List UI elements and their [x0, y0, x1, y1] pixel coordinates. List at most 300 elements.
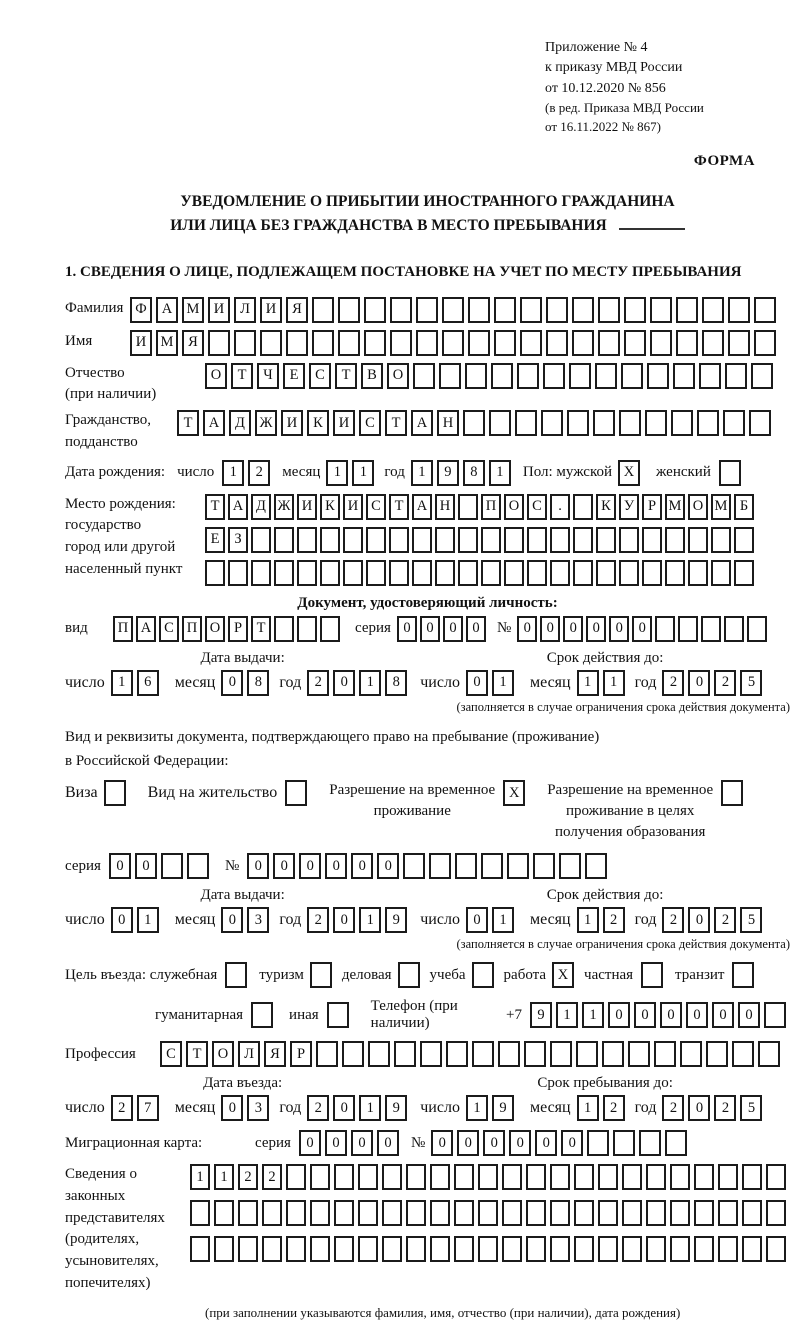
char-cell[interactable] [416, 297, 438, 323]
char-cell[interactable]: М [665, 494, 685, 520]
char-cell[interactable]: 2 [603, 907, 625, 933]
char-cell[interactable] [622, 1236, 642, 1262]
char-cell[interactable] [665, 560, 685, 586]
char-cell[interactable] [458, 560, 478, 586]
char-cell[interactable] [478, 1200, 498, 1226]
char-cell[interactable]: И [343, 494, 363, 520]
char-cell[interactable] [343, 560, 363, 586]
char-cell[interactable]: 9 [385, 1095, 407, 1121]
char-cell[interactable] [515, 410, 537, 436]
char-cell[interactable]: О [387, 363, 409, 389]
char-cell[interactable] [382, 1200, 402, 1226]
char-cell[interactable]: 1 [577, 907, 599, 933]
char-cell[interactable] [670, 1164, 690, 1190]
char-cell[interactable] [734, 527, 754, 553]
char-cell[interactable]: 6 [137, 670, 159, 696]
char-cell[interactable] [238, 1200, 258, 1226]
char-cell[interactable] [650, 330, 672, 356]
char-cell[interactable]: 0 [325, 853, 347, 879]
char-cell[interactable]: В [361, 363, 383, 389]
char-cell[interactable] [478, 1164, 498, 1190]
char-cell[interactable] [364, 330, 386, 356]
char-cell[interactable]: Т [205, 494, 225, 520]
char-cell[interactable] [546, 297, 568, 323]
char-cell[interactable] [478, 1236, 498, 1262]
char-cell[interactable] [670, 1200, 690, 1226]
char-cell[interactable] [312, 330, 334, 356]
char-cell[interactable] [742, 1200, 762, 1226]
char-cell[interactable]: С [366, 494, 386, 520]
char-cell[interactable] [190, 1200, 210, 1226]
char-cell[interactable] [766, 1236, 786, 1262]
char-cell[interactable] [262, 1236, 282, 1262]
char-cell[interactable]: И [260, 297, 282, 323]
char-cell[interactable]: Т [389, 494, 409, 520]
char-cell[interactable] [546, 330, 568, 356]
char-cell[interactable] [628, 1041, 650, 1067]
char-cell[interactable] [526, 1164, 546, 1190]
char-cell[interactable]: А [156, 297, 178, 323]
char-cell[interactable] [701, 616, 721, 642]
char-cell[interactable] [688, 527, 708, 553]
char-cell[interactable]: А [203, 410, 225, 436]
char-cell[interactable]: 0 [397, 616, 417, 642]
char-cell[interactable] [694, 1200, 714, 1226]
char-cell[interactable] [517, 363, 539, 389]
char-cell[interactable] [550, 1164, 570, 1190]
char-cell[interactable] [468, 330, 490, 356]
char-cell[interactable] [585, 853, 607, 879]
char-cell[interactable]: 0 [333, 1095, 355, 1121]
char-cell[interactable] [647, 363, 669, 389]
char-cell[interactable] [598, 1200, 618, 1226]
char-cell[interactable] [334, 1200, 354, 1226]
char-cell[interactable]: И [281, 410, 303, 436]
char-cell[interactable]: 2 [714, 670, 736, 696]
char-cell[interactable]: Т [385, 410, 407, 436]
char-cell[interactable]: 0 [299, 853, 321, 879]
char-cell[interactable]: 5 [740, 1095, 762, 1121]
char-cell[interactable] [665, 1130, 687, 1156]
char-cell[interactable] [725, 363, 747, 389]
char-cell[interactable]: 0 [135, 853, 157, 879]
char-cell[interactable] [251, 527, 271, 553]
char-cell[interactable]: З [228, 527, 248, 553]
char-cell[interactable]: А [412, 494, 432, 520]
char-cell[interactable] [312, 297, 334, 323]
char-cell[interactable] [758, 1041, 780, 1067]
char-cell[interactable] [320, 560, 340, 586]
char-cell[interactable] [455, 853, 477, 879]
char-cell[interactable] [574, 1200, 594, 1226]
char-cell[interactable]: П [113, 616, 133, 642]
char-cell[interactable] [613, 1130, 635, 1156]
char-cell[interactable] [446, 1041, 468, 1067]
char-cell[interactable]: 2 [662, 1095, 684, 1121]
char-cell[interactable] [598, 1164, 618, 1190]
char-cell[interactable] [208, 330, 230, 356]
char-cell[interactable]: 1 [326, 460, 348, 486]
char-cell[interactable]: 1 [577, 1095, 599, 1121]
char-cell[interactable]: 0 [325, 1130, 347, 1156]
char-cell[interactable] [527, 527, 547, 553]
char-cell[interactable] [104, 780, 126, 806]
char-cell[interactable] [533, 853, 555, 879]
char-cell[interactable] [442, 297, 464, 323]
char-cell[interactable] [573, 560, 593, 586]
char-cell[interactable]: Т [186, 1041, 208, 1067]
char-cell[interactable] [706, 1041, 728, 1067]
char-cell[interactable] [320, 527, 340, 553]
char-cell[interactable] [718, 1164, 738, 1190]
char-cell[interactable] [550, 1041, 572, 1067]
char-cell[interactable] [310, 1164, 330, 1190]
char-cell[interactable] [435, 560, 455, 586]
char-cell[interactable] [676, 297, 698, 323]
char-cell[interactable]: 2 [248, 460, 270, 486]
char-cell[interactable]: А [411, 410, 433, 436]
char-cell[interactable]: 0 [247, 853, 269, 879]
char-cell[interactable] [310, 1236, 330, 1262]
char-cell[interactable] [382, 1236, 402, 1262]
char-cell[interactable]: 1 [359, 670, 381, 696]
char-cell[interactable] [569, 363, 591, 389]
char-cell[interactable] [550, 527, 570, 553]
char-cell[interactable]: 2 [307, 907, 329, 933]
char-cell[interactable]: 0 [688, 670, 710, 696]
char-cell[interactable]: У [619, 494, 639, 520]
char-cell[interactable] [494, 330, 516, 356]
char-cell[interactable]: С [309, 363, 331, 389]
char-cell[interactable] [454, 1164, 474, 1190]
char-cell[interactable] [702, 297, 724, 323]
char-cell[interactable]: 0 [221, 670, 243, 696]
char-cell[interactable]: М [182, 297, 204, 323]
char-cell[interactable] [416, 330, 438, 356]
char-cell[interactable] [596, 560, 616, 586]
char-cell[interactable]: 0 [466, 907, 488, 933]
char-cell[interactable] [642, 527, 662, 553]
char-cell[interactable] [389, 527, 409, 553]
char-cell[interactable]: С [359, 410, 381, 436]
char-cell[interactable]: 9 [492, 1095, 514, 1121]
char-cell[interactable] [481, 560, 501, 586]
char-cell[interactable]: 0 [299, 1130, 321, 1156]
char-cell[interactable] [678, 616, 698, 642]
char-cell[interactable] [766, 1164, 786, 1190]
char-cell[interactable] [413, 363, 435, 389]
char-cell[interactable] [680, 1041, 702, 1067]
char-cell[interactable] [621, 363, 643, 389]
char-cell[interactable]: 1 [411, 460, 433, 486]
char-cell[interactable]: 1 [492, 670, 514, 696]
char-cell[interactable] [458, 527, 478, 553]
char-cell[interactable] [458, 494, 478, 520]
char-cell[interactable] [598, 297, 620, 323]
char-cell[interactable] [718, 1236, 738, 1262]
char-cell[interactable] [297, 616, 317, 642]
char-cell[interactable]: К [320, 494, 340, 520]
char-cell[interactable]: Д [251, 494, 271, 520]
char-cell[interactable]: Т [231, 363, 253, 389]
char-cell[interactable] [412, 527, 432, 553]
char-cell[interactable] [576, 1041, 598, 1067]
char-cell[interactable] [390, 330, 412, 356]
char-cell[interactable]: 1 [603, 670, 625, 696]
char-cell[interactable] [742, 1236, 762, 1262]
char-cell[interactable] [364, 297, 386, 323]
char-cell[interactable]: 0 [634, 1002, 656, 1028]
char-cell[interactable] [489, 410, 511, 436]
char-cell[interactable]: Т [177, 410, 199, 436]
char-cell[interactable] [624, 330, 646, 356]
char-cell[interactable]: 0 [608, 1002, 630, 1028]
char-cell[interactable] [624, 297, 646, 323]
char-cell[interactable]: 2 [662, 907, 684, 933]
char-cell[interactable]: А [136, 616, 156, 642]
char-cell[interactable] [398, 962, 420, 988]
char-cell[interactable]: К [596, 494, 616, 520]
char-cell[interactable] [310, 1200, 330, 1226]
char-cell[interactable]: 0 [333, 670, 355, 696]
char-cell[interactable] [286, 1236, 306, 1262]
char-cell[interactable] [481, 527, 501, 553]
char-cell[interactable]: Л [234, 297, 256, 323]
char-cell[interactable]: 1 [111, 670, 133, 696]
char-cell[interactable]: И [333, 410, 355, 436]
char-cell[interactable] [654, 1041, 676, 1067]
char-cell[interactable] [234, 330, 256, 356]
char-cell[interactable] [764, 1002, 786, 1028]
char-cell[interactable] [334, 1236, 354, 1262]
char-cell[interactable]: А [228, 494, 248, 520]
char-cell[interactable] [650, 297, 672, 323]
char-cell[interactable]: 1 [222, 460, 244, 486]
char-cell[interactable]: О [212, 1041, 234, 1067]
char-cell[interactable]: 0 [688, 1095, 710, 1121]
char-cell[interactable] [327, 1002, 349, 1028]
char-cell[interactable] [286, 330, 308, 356]
char-cell[interactable]: 8 [385, 670, 407, 696]
char-cell[interactable] [342, 1041, 364, 1067]
char-cell[interactable] [368, 1041, 390, 1067]
char-cell[interactable] [358, 1200, 378, 1226]
char-cell[interactable] [572, 297, 594, 323]
char-cell[interactable] [742, 1164, 762, 1190]
char-cell[interactable] [358, 1236, 378, 1262]
char-cell[interactable] [699, 363, 721, 389]
char-cell[interactable] [502, 1200, 522, 1226]
char-cell[interactable]: Н [435, 494, 455, 520]
char-cell[interactable]: П [481, 494, 501, 520]
char-cell[interactable] [665, 527, 685, 553]
char-cell[interactable] [598, 330, 620, 356]
char-cell[interactable]: 0 [109, 853, 131, 879]
char-cell[interactable] [646, 1164, 666, 1190]
char-cell[interactable]: 9 [385, 907, 407, 933]
char-cell[interactable] [619, 560, 639, 586]
char-cell[interactable] [641, 962, 663, 988]
char-cell[interactable]: О [504, 494, 524, 520]
char-cell[interactable]: С [527, 494, 547, 520]
char-cell[interactable] [697, 410, 719, 436]
char-cell[interactable] [723, 410, 745, 436]
char-cell[interactable]: 0 [273, 853, 295, 879]
char-cell[interactable]: 0 [540, 616, 560, 642]
char-cell[interactable]: 2 [307, 670, 329, 696]
char-cell[interactable] [403, 853, 425, 879]
char-cell[interactable] [382, 1164, 402, 1190]
char-cell[interactable] [711, 527, 731, 553]
char-cell[interactable] [406, 1200, 426, 1226]
char-cell[interactable] [389, 560, 409, 586]
char-cell[interactable] [749, 410, 771, 436]
char-cell[interactable]: Я [182, 330, 204, 356]
char-cell[interactable] [463, 410, 485, 436]
char-cell[interactable] [406, 1236, 426, 1262]
char-cell[interactable] [454, 1236, 474, 1262]
char-cell[interactable]: О [205, 363, 227, 389]
char-cell[interactable]: П [182, 616, 202, 642]
char-cell[interactable] [602, 1041, 624, 1067]
char-cell[interactable]: X [552, 962, 574, 988]
char-cell[interactable]: 1 [359, 1095, 381, 1121]
char-cell[interactable] [228, 560, 248, 586]
char-cell[interactable] [260, 330, 282, 356]
char-cell[interactable] [559, 853, 581, 879]
char-cell[interactable]: 0 [351, 1130, 373, 1156]
char-cell[interactable]: О [205, 616, 225, 642]
char-cell[interactable] [504, 527, 524, 553]
char-cell[interactable]: 2 [662, 670, 684, 696]
char-cell[interactable] [550, 1236, 570, 1262]
char-cell[interactable]: 0 [221, 1095, 243, 1121]
char-cell[interactable]: 0 [660, 1002, 682, 1028]
char-cell[interactable]: 0 [535, 1130, 557, 1156]
char-cell[interactable]: Ж [274, 494, 294, 520]
char-cell[interactable]: 0 [712, 1002, 734, 1028]
char-cell[interactable]: Е [205, 527, 225, 553]
char-cell[interactable]: 0 [586, 616, 606, 642]
char-cell[interactable] [550, 1200, 570, 1226]
char-cell[interactable] [596, 527, 616, 553]
char-cell[interactable] [732, 962, 754, 988]
char-cell[interactable]: Л [238, 1041, 260, 1067]
char-cell[interactable] [286, 1164, 306, 1190]
char-cell[interactable]: Я [286, 297, 308, 323]
char-cell[interactable] [619, 410, 641, 436]
char-cell[interactable] [527, 560, 547, 586]
char-cell[interactable]: М [711, 494, 731, 520]
char-cell[interactable] [747, 616, 767, 642]
char-cell[interactable] [504, 560, 524, 586]
char-cell[interactable] [572, 330, 594, 356]
char-cell[interactable] [541, 410, 563, 436]
char-cell[interactable] [574, 1236, 594, 1262]
char-cell[interactable] [320, 616, 340, 642]
char-cell[interactable] [502, 1236, 522, 1262]
char-cell[interactable]: 1 [489, 460, 511, 486]
char-cell[interactable]: Р [642, 494, 662, 520]
char-cell[interactable]: 1 [577, 670, 599, 696]
char-cell[interactable] [338, 297, 360, 323]
char-cell[interactable] [574, 1164, 594, 1190]
char-cell[interactable]: 2 [262, 1164, 282, 1190]
char-cell[interactable]: 1 [359, 907, 381, 933]
char-cell[interactable]: 8 [247, 670, 269, 696]
char-cell[interactable]: Ж [255, 410, 277, 436]
char-cell[interactable] [406, 1164, 426, 1190]
char-cell[interactable] [754, 330, 776, 356]
char-cell[interactable]: 0 [509, 1130, 531, 1156]
char-cell[interactable]: X [503, 780, 525, 806]
char-cell[interactable] [721, 780, 743, 806]
char-cell[interactable] [646, 1200, 666, 1226]
char-cell[interactable] [520, 297, 542, 323]
char-cell[interactable] [671, 410, 693, 436]
char-cell[interactable] [639, 1130, 661, 1156]
char-cell[interactable]: Я [264, 1041, 286, 1067]
char-cell[interactable]: 1 [214, 1164, 234, 1190]
char-cell[interactable]: 0 [686, 1002, 708, 1028]
char-cell[interactable] [390, 297, 412, 323]
char-cell[interactable] [439, 363, 461, 389]
char-cell[interactable]: Р [228, 616, 248, 642]
char-cell[interactable]: И [130, 330, 152, 356]
char-cell[interactable] [567, 410, 589, 436]
char-cell[interactable] [622, 1200, 642, 1226]
char-cell[interactable] [251, 560, 271, 586]
char-cell[interactable] [728, 330, 750, 356]
char-cell[interactable] [394, 1041, 416, 1067]
char-cell[interactable]: 2 [111, 1095, 133, 1121]
char-cell[interactable] [316, 1041, 338, 1067]
char-cell[interactable]: 0 [431, 1130, 453, 1156]
char-cell[interactable] [297, 527, 317, 553]
char-cell[interactable] [430, 1164, 450, 1190]
char-cell[interactable] [543, 363, 565, 389]
char-cell[interactable]: 1 [352, 460, 374, 486]
char-cell[interactable]: 0 [377, 853, 399, 879]
char-cell[interactable] [494, 297, 516, 323]
char-cell[interactable]: 0 [466, 670, 488, 696]
char-cell[interactable]: 0 [111, 907, 133, 933]
char-cell[interactable]: 1 [492, 907, 514, 933]
char-cell[interactable] [238, 1236, 258, 1262]
char-cell[interactable]: 1 [556, 1002, 578, 1028]
char-cell[interactable]: Б [734, 494, 754, 520]
char-cell[interactable] [430, 1236, 450, 1262]
char-cell[interactable]: И [297, 494, 317, 520]
char-cell[interactable] [642, 560, 662, 586]
char-cell[interactable]: 7 [137, 1095, 159, 1121]
char-cell[interactable] [711, 560, 731, 586]
char-cell[interactable] [274, 527, 294, 553]
char-cell[interactable] [465, 363, 487, 389]
char-cell[interactable]: 0 [443, 616, 463, 642]
char-cell[interactable]: Ч [257, 363, 279, 389]
char-cell[interactable] [694, 1164, 714, 1190]
char-cell[interactable] [161, 853, 183, 879]
char-cell[interactable]: X [618, 460, 640, 486]
char-cell[interactable] [670, 1236, 690, 1262]
char-cell[interactable]: Т [335, 363, 357, 389]
char-cell[interactable] [619, 527, 639, 553]
char-cell[interactable] [502, 1164, 522, 1190]
char-cell[interactable] [454, 1200, 474, 1226]
char-cell[interactable] [214, 1236, 234, 1262]
char-cell[interactable] [598, 1236, 618, 1262]
